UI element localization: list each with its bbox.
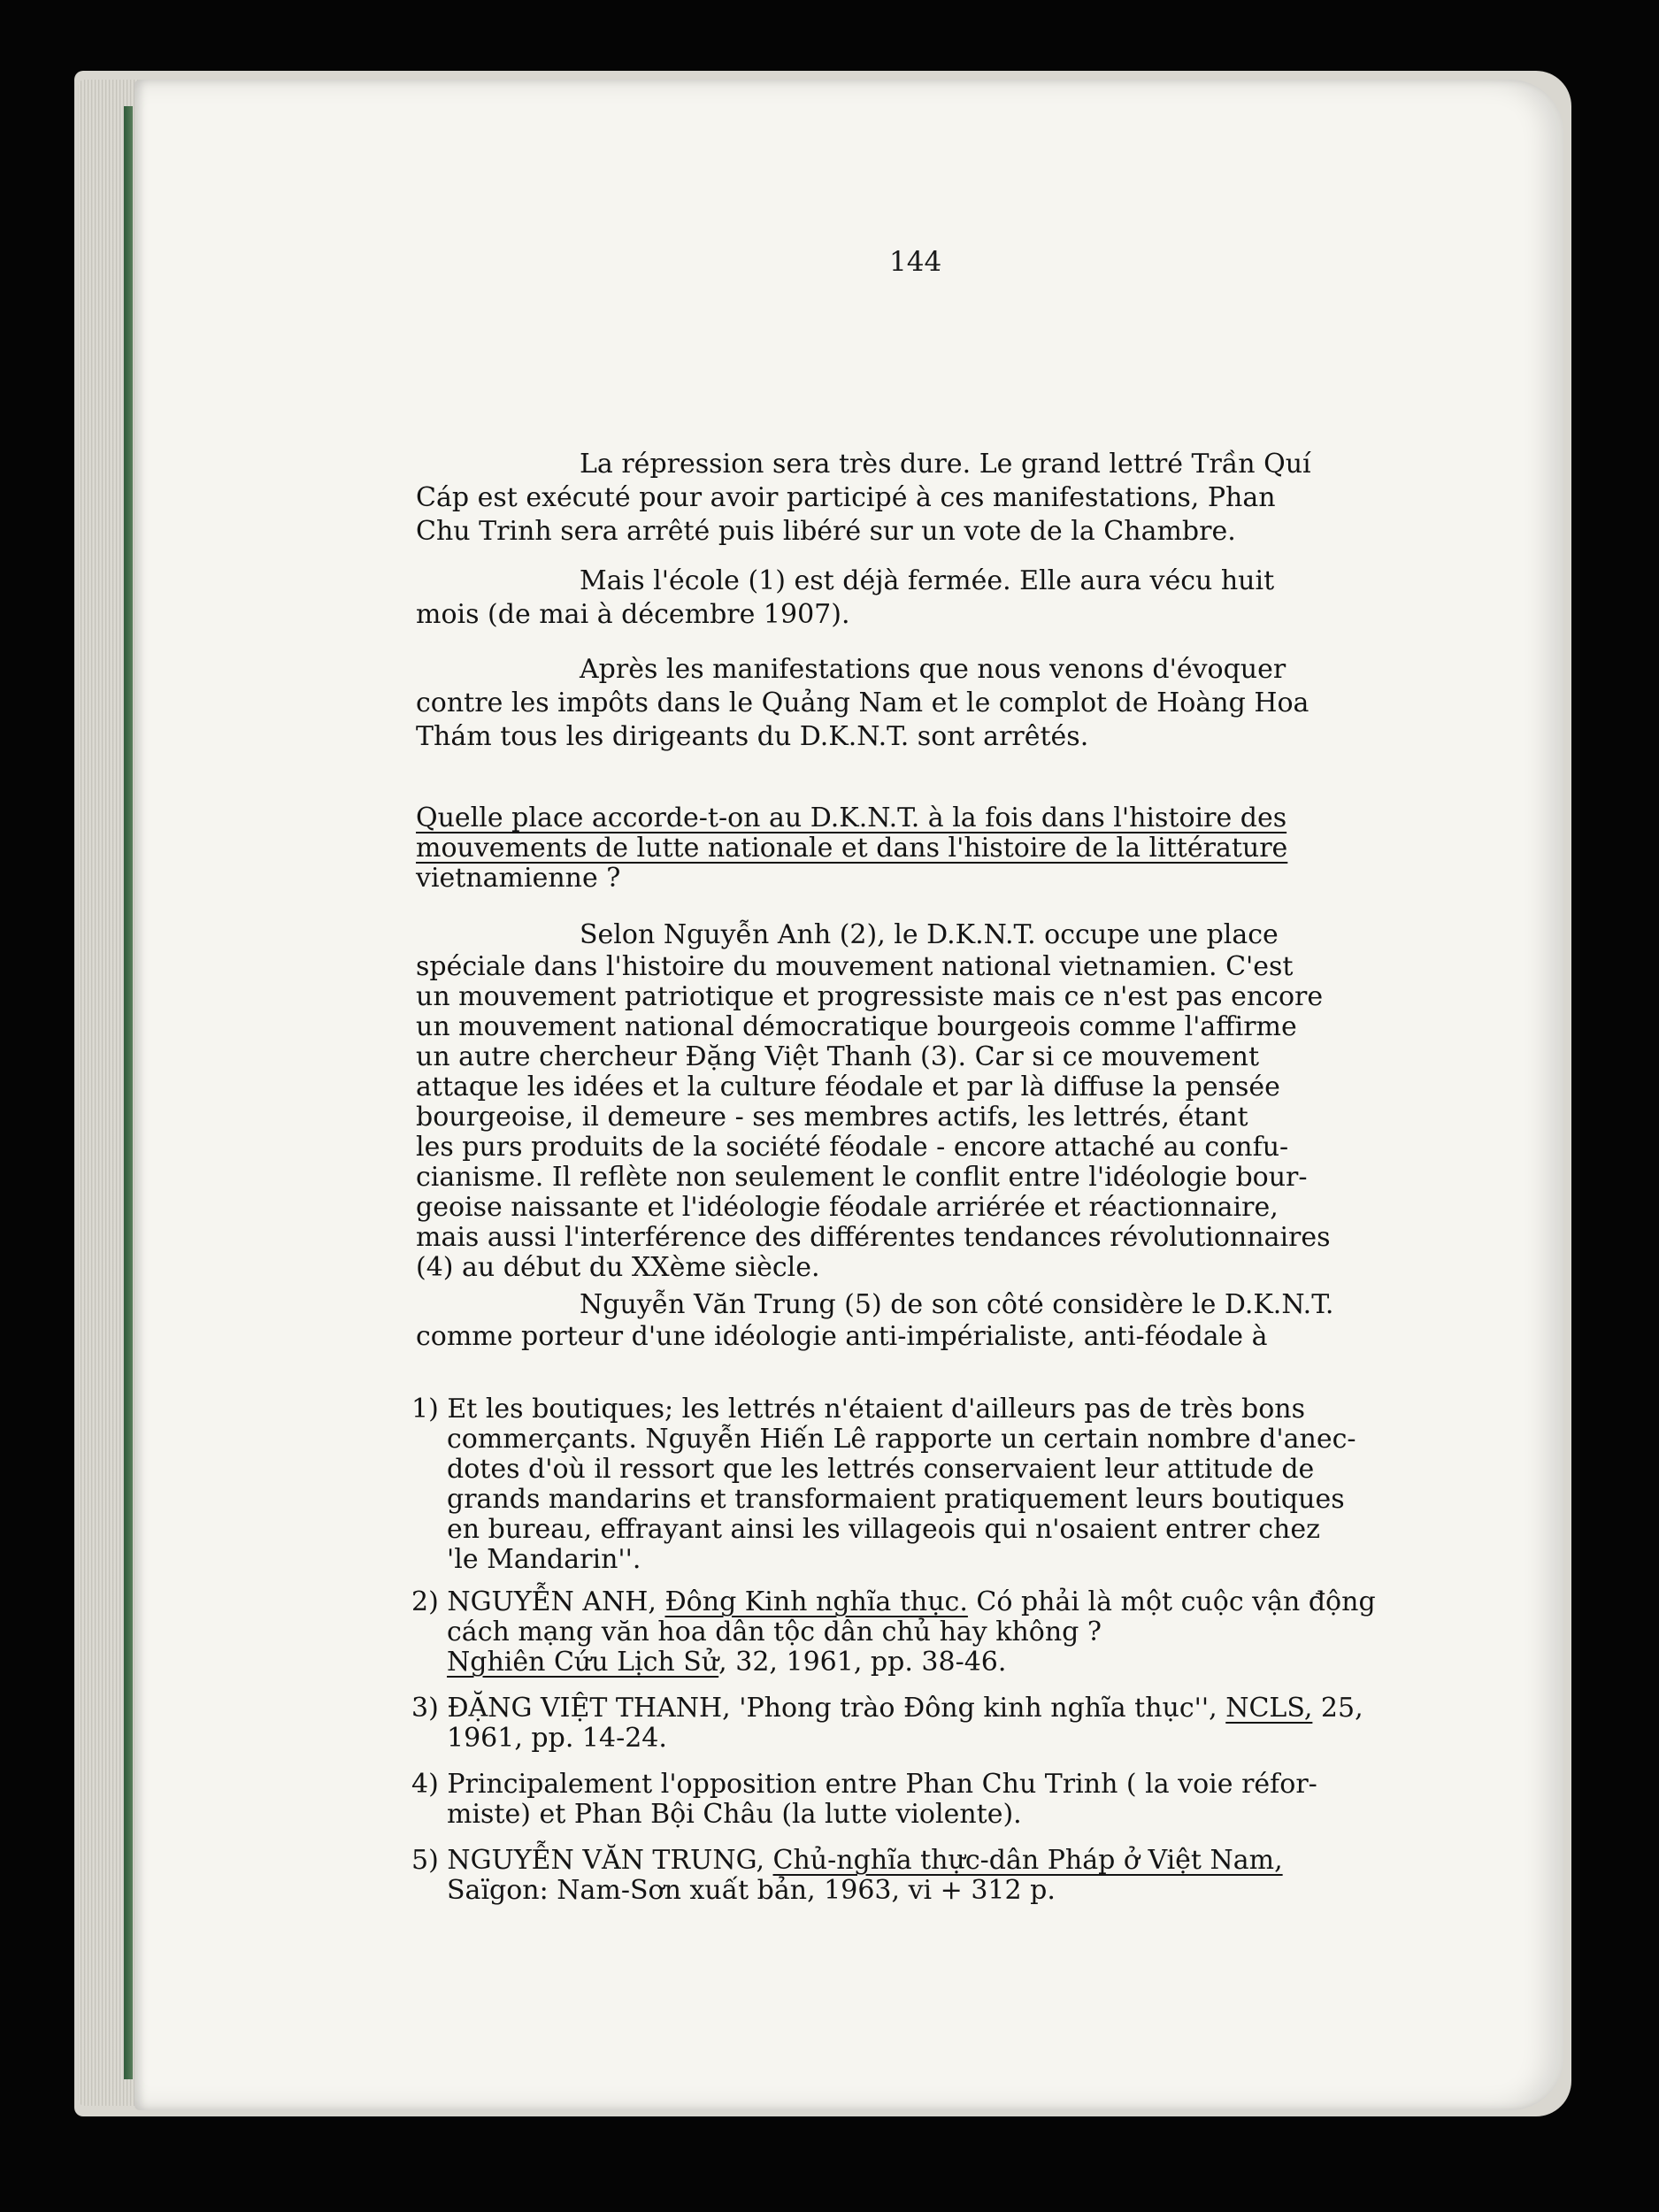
paragraph-5-line-1: Nguyễn Văn Trung (5) de son côté considère le D.K.N.T. <box>580 1289 1334 1320</box>
paragraph-4-line-9: cianisme. Il reflète non seulement le conflit entre l'idéologie bour- <box>416 1162 1308 1193</box>
paragraph-2-line-1: Mais l'école (1) est déjà fermée. Elle aura vécu huit <box>580 565 1275 596</box>
footnote-1-line-5: en bureau, effrayant ainsi les villageois qui n'osaient entrer chez <box>447 1514 1320 1545</box>
paragraph-1-line-1: La répression sera très dure. Le grand lettré Trần Quí <box>580 449 1311 480</box>
footnote-3-author-title: 3) ĐẶNG VIỆT THANH, 'Phong trào Đông kinh nghĩa thục'', <box>411 1693 1226 1724</box>
footnote-5-author: 5) NGUYỄN VĂN TRUNG, <box>411 1845 773 1876</box>
paragraph-4-line-10: geoise naissante et l'idéologie féodale arriérée et réactionnaire, <box>416 1192 1279 1223</box>
footnote-5-line-1 <box>411 1846 1283 1876</box>
footnote-4-line-1: 4) Principalement l'opposition entre Phan Chu Trinh ( la voie réfor- <box>411 1769 1317 1800</box>
footnote-2-title: Đông Kinh nghĩa thục. <box>664 1586 968 1617</box>
section-question-line-2: mouvements de lutte nationale et dans l'histoire de la littérature <box>416 833 1288 864</box>
paragraph-4-line-2: spéciale dans l'histoire du mouvement national vietnamien. C'est <box>416 951 1294 982</box>
paragraph-4-line-7: bourgeoise, il demeure - ses membres actifs, les lettrés, étant <box>416 1102 1248 1133</box>
paragraph-3-line-1: Après les manifestations que nous venons d'évoquer <box>580 654 1286 685</box>
footnote-5-title: Chủ-nghĩa thực-dân Pháp ở Việt Nam, <box>772 1845 1283 1876</box>
paragraph-4-line-3: un mouvement patriotique et progressiste mais ce n'est pas encore <box>416 981 1324 1012</box>
footnote-2-citation: , 32, 1961, pp. 38-46. <box>718 1647 1007 1678</box>
section-question-line-1: Quelle place accorde-t-on au D.K.N.T. à la fois dans l'histoire des <box>416 803 1287 833</box>
section-question-line-3: vietnamienne ? <box>416 863 621 894</box>
footnote-3-line-1 <box>411 1694 1363 1724</box>
page-number: 144 <box>889 246 942 278</box>
footnote-4-line-2: miste) et Phan Bội Châu (la lutte violente). <box>447 1799 1022 1830</box>
footnote-1-line-4: grands mandarins et transformaient pratiquement leurs boutiques <box>447 1484 1345 1515</box>
paragraph-1-line-3: Chu Trinh sera arrêté puis libéré sur un vote de la Chambre. <box>416 516 1236 547</box>
footnote-1-line-6: 'le Mandarin''. <box>447 1544 641 1575</box>
footnote-2-author: 2) NGUYỄN ANH, <box>411 1586 665 1617</box>
paragraph-4-line-6: attaque les idées et la culture féodale et par là diffuse la pensée <box>416 1071 1280 1102</box>
paragraph-3-line-2: contre les impôts dans le Quảng Nam et le complot de Hoàng Hoa <box>416 687 1310 718</box>
footnote-2-line-2: cách mạng văn hoa dân tộc dân chủ hay không ? <box>447 1617 1102 1647</box>
book-spine <box>124 106 133 2079</box>
paragraph-2-line-2: mois (de mai à décembre 1907). <box>416 599 850 630</box>
paragraph-5-line-2: comme porteur d'une idéologie anti-impérialiste, anti-féodale à <box>416 1321 1268 1352</box>
footnote-2-journal: Nghiên Cứu Lịch Sử <box>447 1647 719 1678</box>
paragraph-4-line-4: un mouvement national démocratique bourgeois comme l'affirme <box>416 1011 1297 1042</box>
footnote-1-line-1: 1) Et les boutiques; les lettrés n'étaient d'ailleurs pas de très bons <box>411 1394 1305 1425</box>
footnote-1-line-2: commerçants. Nguyễn Hiến Lê rapporte un certain nombre d'anec- <box>447 1424 1356 1455</box>
paragraph-4-line-12: (4) au début du XXème siècle. <box>416 1252 820 1283</box>
paragraph-1-line-2: Cáp est exécuté pour avoir participé à ces manifestations, Phan <box>416 482 1276 513</box>
paragraph-3-line-3: Thám tous les dirigeants du D.K.N.T. sont arrêtés. <box>416 721 1089 752</box>
footnote-2-subtitle: Có phải là một cuộc vận động <box>967 1586 1376 1617</box>
paragraph-4-line-11: mais aussi l'interférence des différentes tendances révolutionnaires <box>416 1222 1331 1253</box>
footnote-3-volume: 25, <box>1312 1693 1363 1724</box>
footnote-3-journal: NCLS, <box>1225 1693 1313 1724</box>
footnote-3-line-2: 1961, pp. 14-24. <box>447 1723 667 1754</box>
footnote-2-line-3 <box>447 1647 1006 1678</box>
paragraph-4-line-8: les purs produits de la société féodale - encore attaché au confu- <box>416 1132 1289 1163</box>
footnote-5-line-2: Saïgon: Nam-Sơn xuất bản, 1963, vi + 312 p. <box>447 1875 1056 1906</box>
footnote-2-line-1 <box>411 1587 1376 1617</box>
paragraph-4-line-1: Selon Nguyễn Anh (2), le D.K.N.T. occupe une place <box>580 919 1279 950</box>
paragraph-4-line-5: un autre chercheur Đặng Việt Thanh (3). Car si ce mouvement <box>416 1041 1260 1072</box>
footnote-1-line-3: dotes d'où il ressort que les lettrés conservaient leur attitude de <box>447 1454 1315 1485</box>
